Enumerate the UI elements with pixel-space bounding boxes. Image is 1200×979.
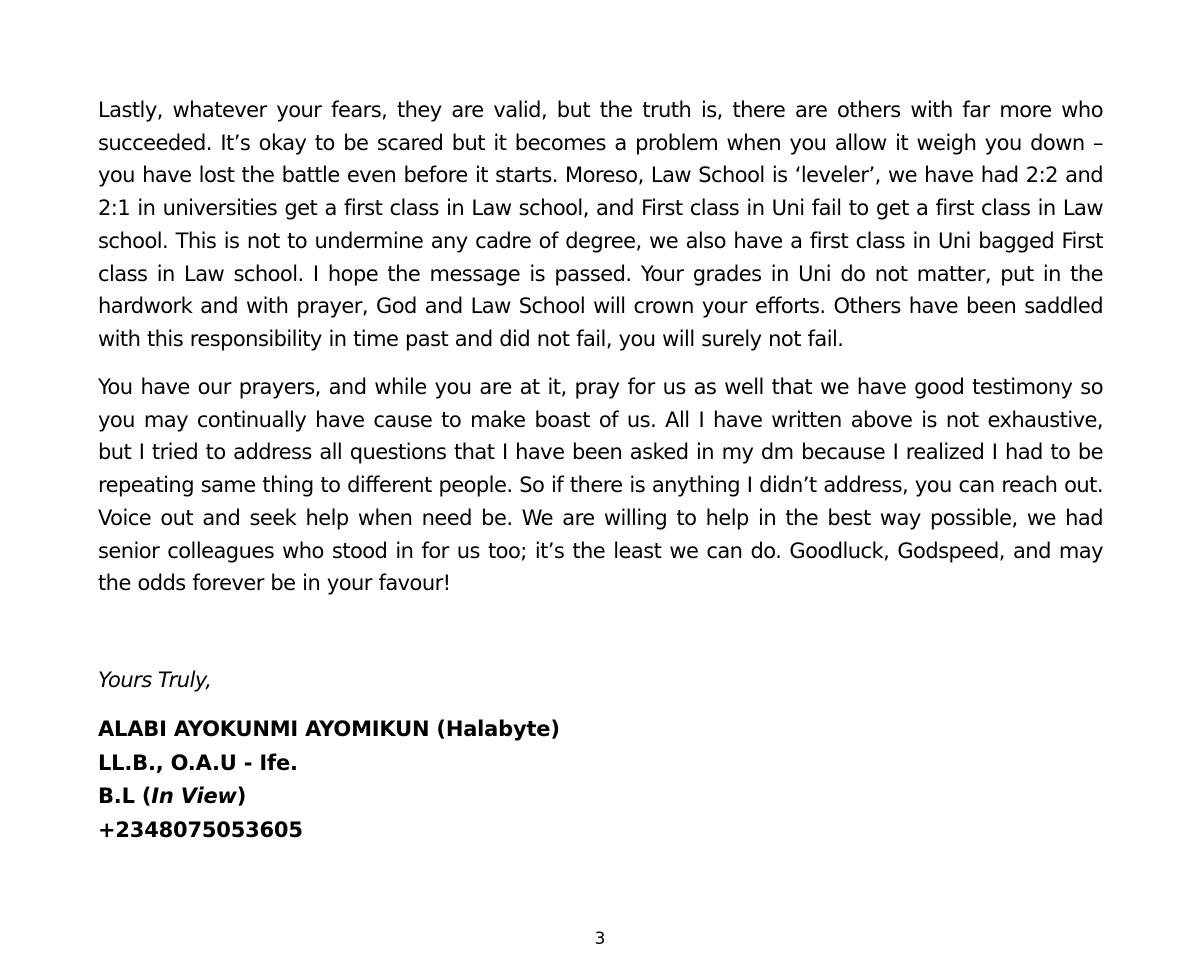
author-bl-status: [98, 780, 560, 814]
bl-suffix: ): [236, 784, 247, 808]
closing-salutation: Yours Truly,: [98, 668, 212, 692]
bl-in-view: In View: [151, 784, 237, 808]
author-degree: LL.B., O.A.U - Ife.: [98, 750, 298, 775]
author-name: ALABI AYOKUNMI AYOMIKUN (Halabyte): [98, 717, 560, 741]
signature-block: [98, 713, 560, 847]
paragraph-closing-advice: Lastly, whatever your fears, they are valid, but the truth is, there are others with far more who succeeded. It’s okay to be scared but it becomes a problem when you allow it weigh you down – you have lost the battle even before it starts. Moreso, Law School is ‘leveler’, we have had 2:2 and 2:1 in universities get a first class in Law school, and First class in Uni fail to get a first class in Law school. This is not to undermine any cadre of degree, we also have a first class in Uni bagged First class in Law school. I hope the message is passed. Your grades in Uni do not matter, put in the hardwork and with prayer, God and Law School will crown your efforts. Others have been saddled with this responsibility in time past and did not fail, you will surely not fail.: [98, 98, 1103, 351]
paragraph-prayers-farewell: You have our prayers, and while you are at it, pray for us as well that we have good testimony so you may continually have cause to make boast of us. All I have written above is not exhaustive, but I tried to address all questions that I have been asked in my dm because I realized I had to be repeating same thing to different people. So if there is anything I didn’t address, you can reach out. Voice out and seek help when need be. We are willing to help in the best way possible, we had senior colleagues who stood in for us too; it’s the least we can do. Goodluck, Godspeed, and may the odds forever be in your favour!: [98, 375, 1103, 596]
bl-prefix: B.L (: [98, 784, 152, 808]
author-phone: +2348075053605: [98, 817, 303, 842]
page-number: 3: [594, 929, 606, 949]
